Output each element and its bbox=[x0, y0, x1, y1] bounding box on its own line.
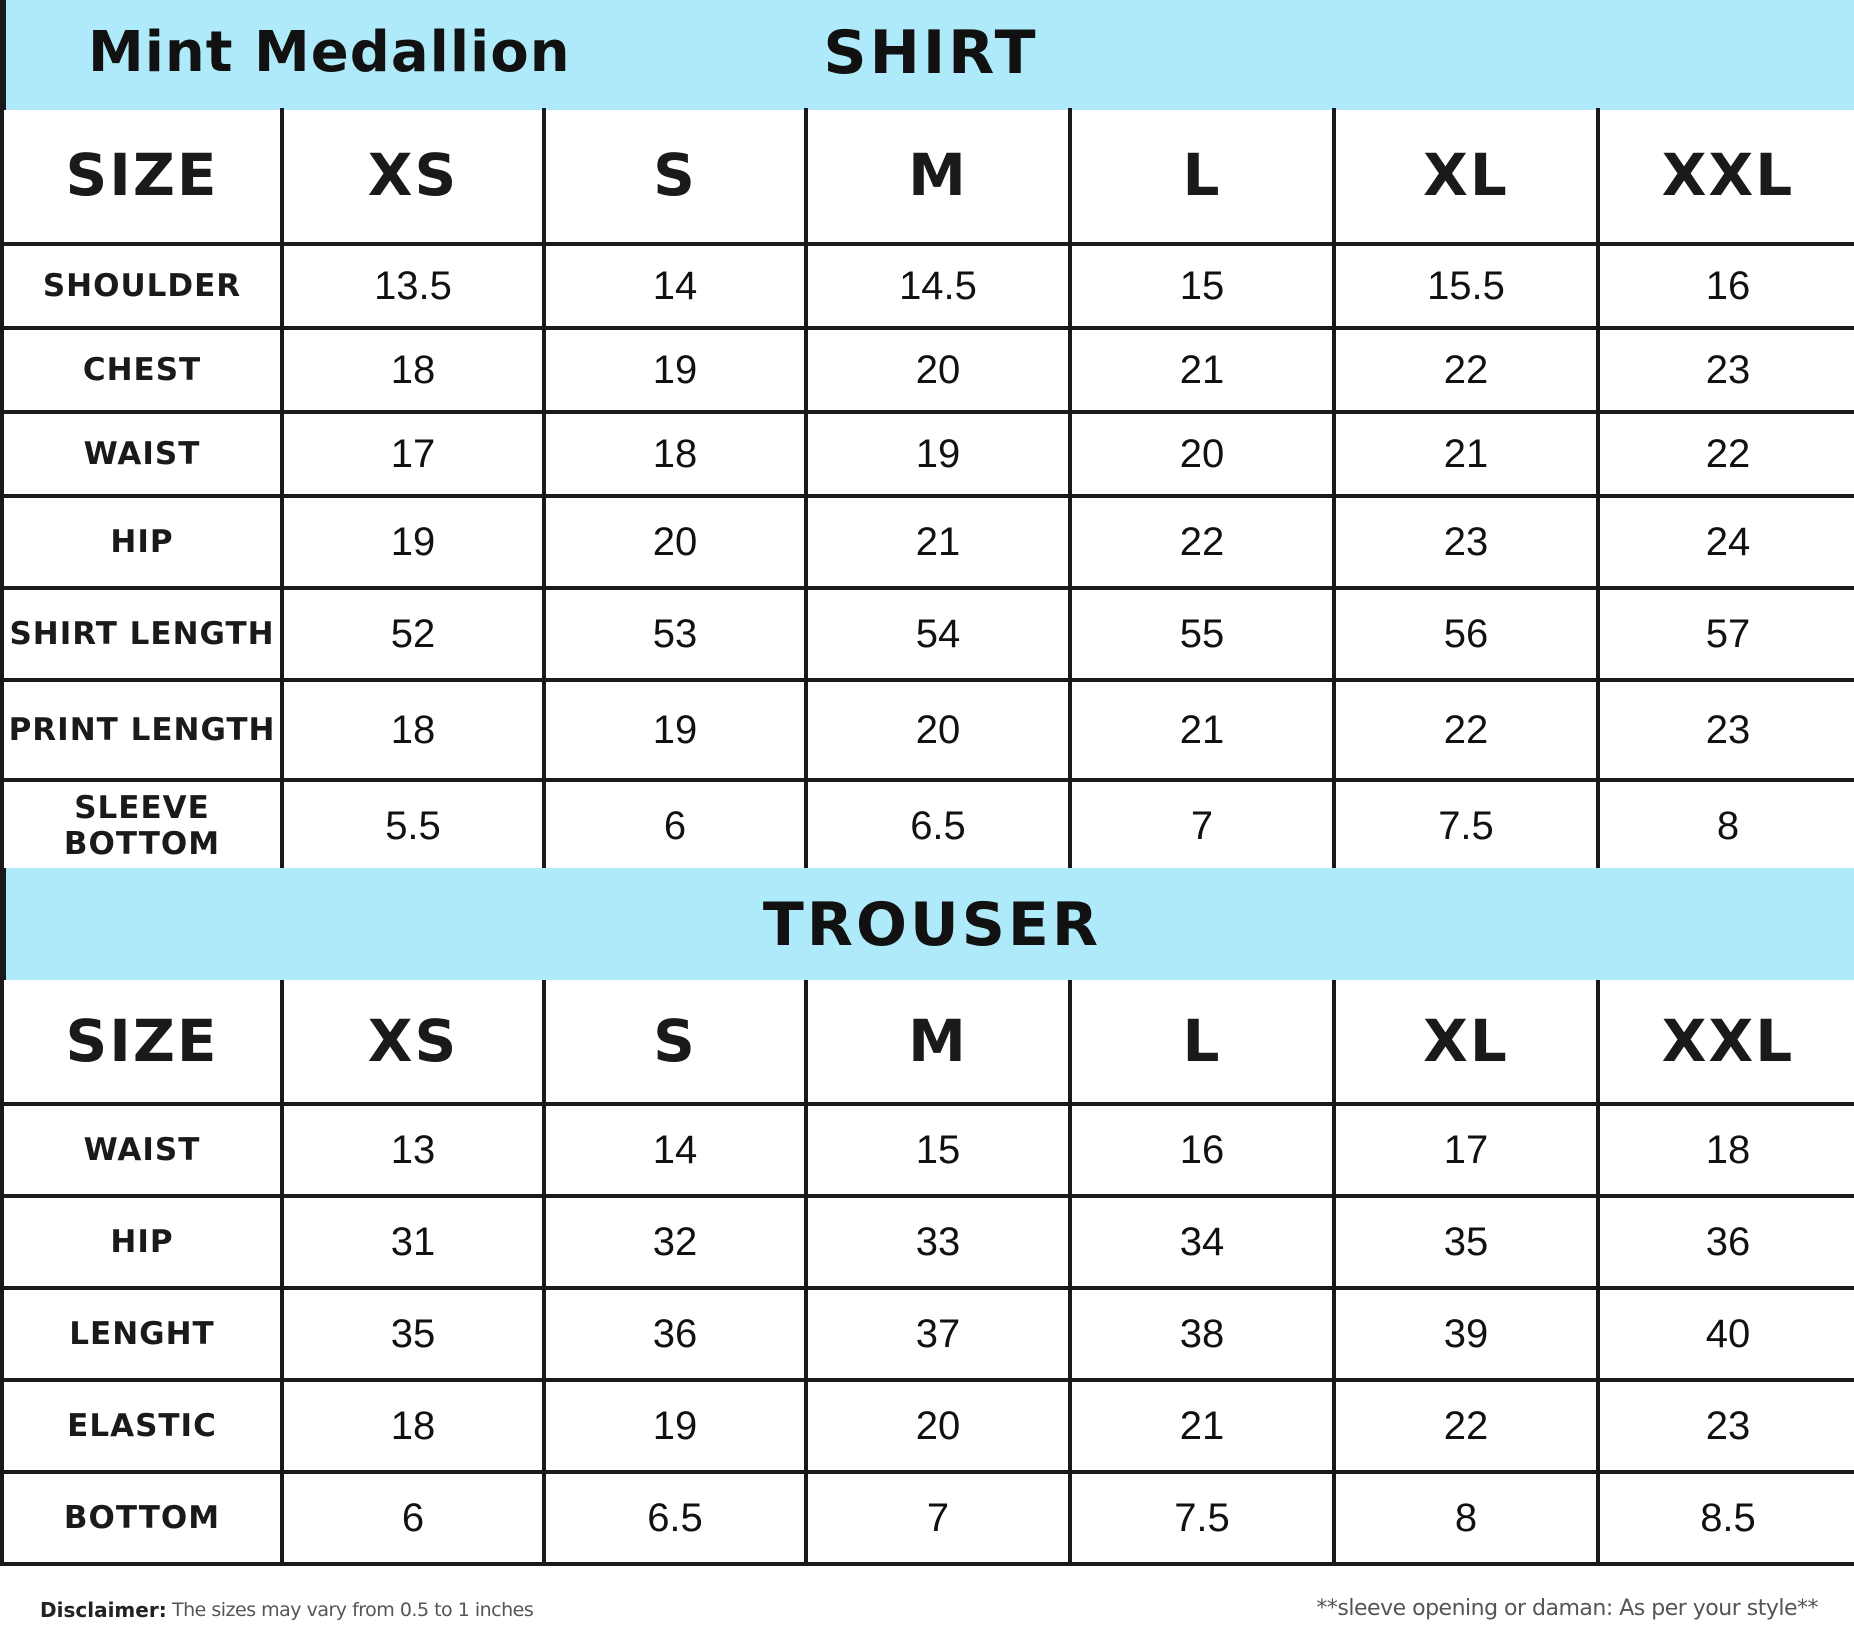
value-cell: 53 bbox=[544, 588, 806, 680]
value-cell: 38 bbox=[1070, 1288, 1334, 1380]
value-cell: 18 bbox=[282, 1380, 544, 1472]
value-cell: 16 bbox=[1070, 1104, 1334, 1196]
trouser-title: TROUSER bbox=[762, 890, 1102, 960]
value-cell: 20 bbox=[1070, 412, 1334, 496]
value-cell: 14 bbox=[544, 1104, 806, 1196]
trouser-header-row bbox=[2, 980, 1854, 1104]
shirt-title: SHIRT bbox=[823, 18, 1039, 88]
value-cell: 23 bbox=[1598, 680, 1854, 780]
value-cell: 14.5 bbox=[806, 244, 1070, 328]
table-row bbox=[2, 780, 1854, 872]
value-cell: 40 bbox=[1598, 1288, 1854, 1380]
size-header-l: L bbox=[1070, 980, 1334, 1104]
shirt-banner bbox=[0, 0, 1854, 110]
row-label: ELASTIC bbox=[2, 1380, 282, 1472]
value-cell: 6.5 bbox=[544, 1472, 806, 1564]
table-row bbox=[2, 588, 1854, 680]
trouser-size-table bbox=[0, 980, 1854, 1566]
value-cell: 36 bbox=[544, 1288, 806, 1380]
value-cell: 21 bbox=[1070, 328, 1334, 412]
value-cell: 18 bbox=[1598, 1104, 1854, 1196]
value-cell: 7 bbox=[806, 1472, 1070, 1564]
value-cell: 8 bbox=[1598, 780, 1854, 872]
value-cell: 37 bbox=[806, 1288, 1070, 1380]
size-header-xxl: XXL bbox=[1598, 980, 1854, 1104]
value-cell: 19 bbox=[544, 680, 806, 780]
disclaimer-label: Disclaimer: bbox=[40, 1598, 167, 1622]
value-cell: 13 bbox=[282, 1104, 544, 1196]
size-header-label: SIZE bbox=[2, 108, 282, 244]
value-cell: 7 bbox=[1070, 780, 1334, 872]
size-header-m: M bbox=[806, 980, 1070, 1104]
value-cell: 18 bbox=[282, 680, 544, 780]
table-row bbox=[2, 328, 1854, 412]
value-cell: 22 bbox=[1598, 412, 1854, 496]
size-header-s: S bbox=[544, 108, 806, 244]
value-cell: 17 bbox=[282, 412, 544, 496]
value-cell: 20 bbox=[544, 496, 806, 588]
disclaimer-text: The sizes may vary from 0.5 to 1 inches bbox=[172, 1599, 534, 1621]
value-cell: 54 bbox=[806, 588, 1070, 680]
value-cell: 6 bbox=[544, 780, 806, 872]
row-label: CHEST bbox=[2, 328, 282, 412]
row-label: SHIRT LENGTH bbox=[2, 588, 282, 680]
value-cell: 21 bbox=[1334, 412, 1598, 496]
value-cell: 7.5 bbox=[1070, 1472, 1334, 1564]
row-label: PRINT LENGTH bbox=[2, 680, 282, 780]
value-cell: 19 bbox=[282, 496, 544, 588]
value-cell: 20 bbox=[806, 328, 1070, 412]
value-cell: 33 bbox=[806, 1196, 1070, 1288]
value-cell: 52 bbox=[282, 588, 544, 680]
table-row bbox=[2, 1288, 1854, 1380]
trouser-banner bbox=[0, 868, 1854, 980]
value-cell: 35 bbox=[1334, 1196, 1598, 1288]
value-cell: 23 bbox=[1334, 496, 1598, 588]
value-cell: 55 bbox=[1070, 588, 1334, 680]
value-cell: 18 bbox=[282, 328, 544, 412]
value-cell: 23 bbox=[1598, 1380, 1854, 1472]
value-cell: 31 bbox=[282, 1196, 544, 1288]
value-cell: 34 bbox=[1070, 1196, 1334, 1288]
value-cell: 21 bbox=[1070, 680, 1334, 780]
row-label: WAIST bbox=[2, 1104, 282, 1196]
value-cell: 24 bbox=[1598, 496, 1854, 588]
brand-name: Mint Medallion bbox=[88, 20, 571, 85]
value-cell: 36 bbox=[1598, 1196, 1854, 1288]
row-label: HIP bbox=[2, 496, 282, 588]
value-cell: 19 bbox=[806, 412, 1070, 496]
value-cell: 20 bbox=[806, 1380, 1070, 1472]
table-row bbox=[2, 680, 1854, 780]
value-cell: 56 bbox=[1334, 588, 1598, 680]
value-cell: 13.5 bbox=[282, 244, 544, 328]
value-cell: 15 bbox=[1070, 244, 1334, 328]
value-cell: 22 bbox=[1334, 680, 1598, 780]
value-cell: 6 bbox=[282, 1472, 544, 1564]
value-cell: 14 bbox=[544, 244, 806, 328]
table-row bbox=[2, 1472, 1854, 1564]
shirt-header-row bbox=[2, 108, 1854, 244]
value-cell: 16 bbox=[1598, 244, 1854, 328]
size-header-xl: XL bbox=[1334, 108, 1598, 244]
table-row bbox=[2, 496, 1854, 588]
value-cell: 32 bbox=[544, 1196, 806, 1288]
size-header-xxl: XXL bbox=[1598, 108, 1854, 244]
row-label: BOTTOM bbox=[2, 1472, 282, 1564]
value-cell: 19 bbox=[544, 1380, 806, 1472]
footer bbox=[0, 1588, 1854, 1638]
table-row bbox=[2, 1104, 1854, 1196]
value-cell: 7.5 bbox=[1334, 780, 1598, 872]
value-cell: 15 bbox=[806, 1104, 1070, 1196]
value-cell: 57 bbox=[1598, 588, 1854, 680]
value-cell: 5.5 bbox=[282, 780, 544, 872]
value-cell: 22 bbox=[1334, 328, 1598, 412]
table-row bbox=[2, 1380, 1854, 1472]
row-label: WAIST bbox=[2, 412, 282, 496]
size-header-m: M bbox=[806, 108, 1070, 244]
size-header-xs: XS bbox=[282, 980, 544, 1104]
value-cell: 21 bbox=[1070, 1380, 1334, 1472]
value-cell: 35 bbox=[282, 1288, 544, 1380]
value-cell: 15.5 bbox=[1334, 244, 1598, 328]
value-cell: 8.5 bbox=[1598, 1472, 1854, 1564]
value-cell: 21 bbox=[806, 496, 1070, 588]
sleeve-note: **sleeve opening or daman: As per your style** bbox=[1316, 1596, 1818, 1621]
value-cell: 23 bbox=[1598, 328, 1854, 412]
value-cell: 19 bbox=[544, 328, 806, 412]
value-cell: 17 bbox=[1334, 1104, 1598, 1196]
size-header-label: SIZE bbox=[2, 980, 282, 1104]
shirt-size-table bbox=[0, 108, 1854, 874]
value-cell: 22 bbox=[1334, 1380, 1598, 1472]
value-cell: 8 bbox=[1334, 1472, 1598, 1564]
row-label: SHOULDER bbox=[2, 244, 282, 328]
row-label: SLEEVE BOTTOM bbox=[2, 780, 282, 872]
size-header-xl: XL bbox=[1334, 980, 1598, 1104]
row-label: HIP bbox=[2, 1196, 282, 1288]
value-cell: 6.5 bbox=[806, 780, 1070, 872]
table-row bbox=[2, 412, 1854, 496]
value-cell: 18 bbox=[544, 412, 806, 496]
row-label: LENGHT bbox=[2, 1288, 282, 1380]
table-row bbox=[2, 1196, 1854, 1288]
size-header-xs: XS bbox=[282, 108, 544, 244]
table-row bbox=[2, 244, 1854, 328]
size-header-l: L bbox=[1070, 108, 1334, 244]
value-cell: 22 bbox=[1070, 496, 1334, 588]
value-cell: 20 bbox=[806, 680, 1070, 780]
value-cell: 39 bbox=[1334, 1288, 1598, 1380]
size-header-s: S bbox=[544, 980, 806, 1104]
